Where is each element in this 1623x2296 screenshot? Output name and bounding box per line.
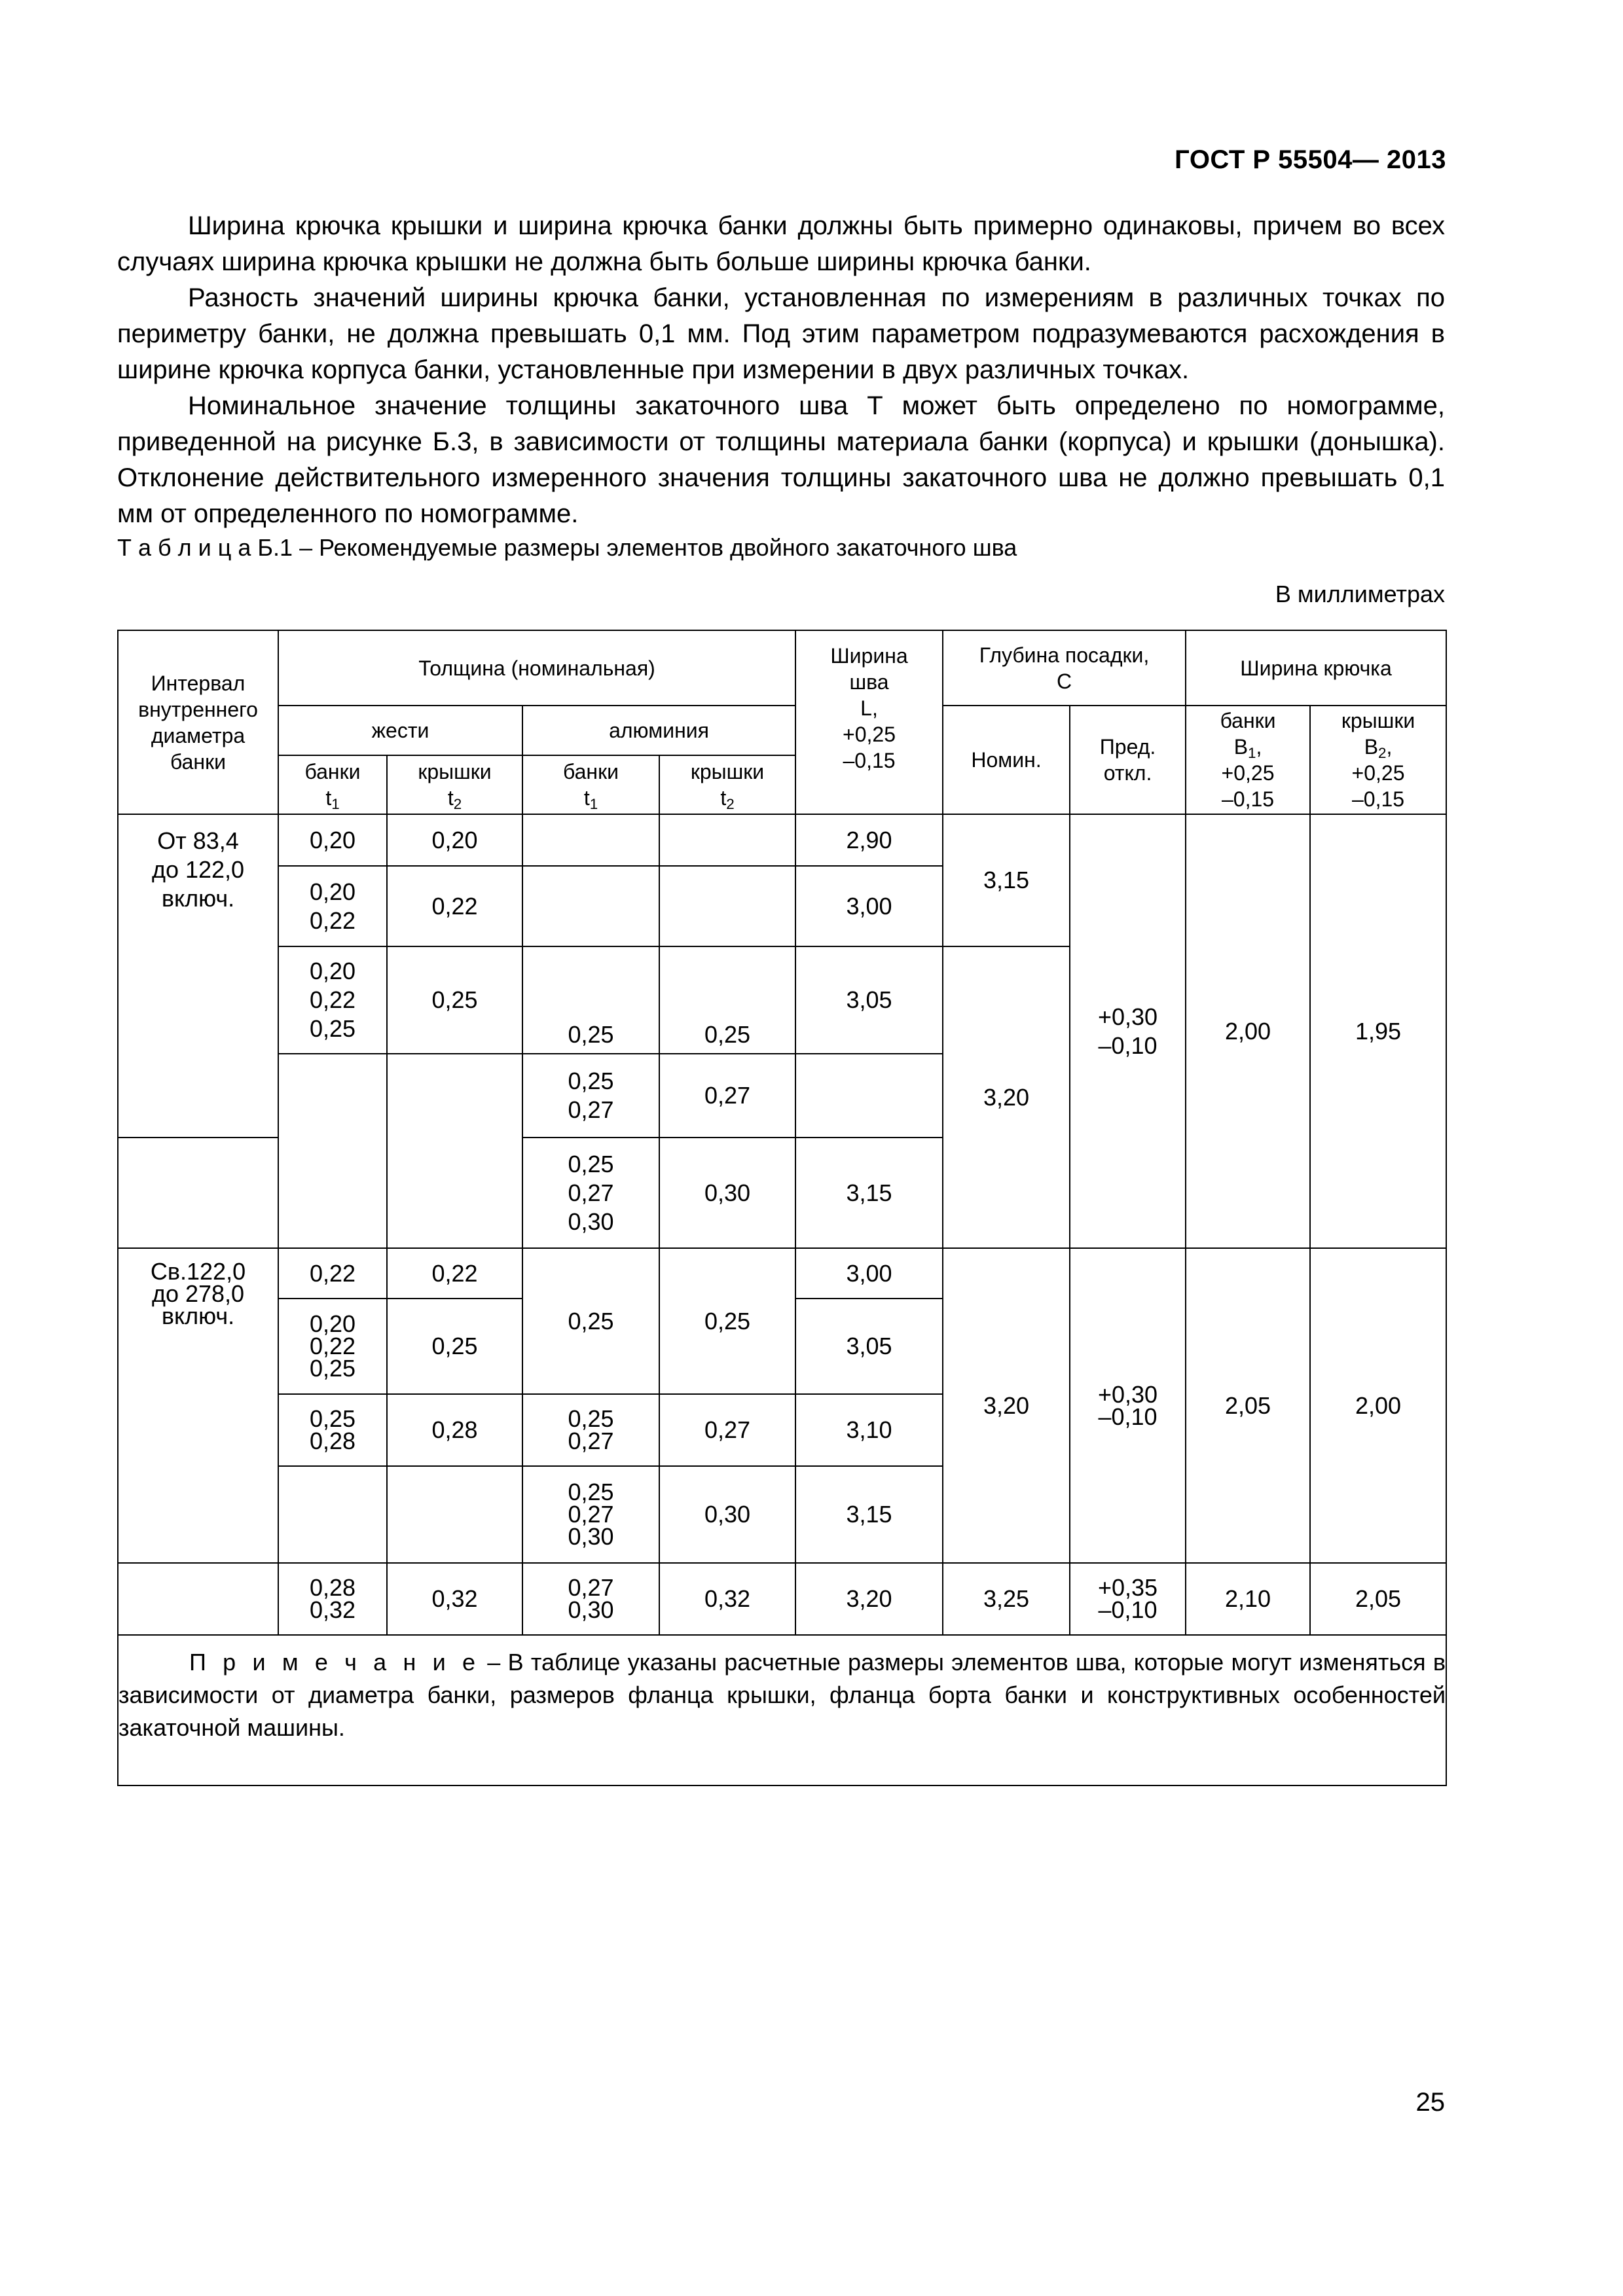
cell-line: 0,30 xyxy=(568,1208,614,1235)
symbol-letter: B xyxy=(1233,735,1249,759)
table-note-body: – В таблице указаны расчетные размеры элементов шва, которые могут изменяться в зависимости от диаметра банки, размеров фланца крышки, фланца борта банки и конструктивных особенностей закаточной машины. xyxy=(119,1649,1446,1741)
header-seam-width-line: L, xyxy=(860,696,878,720)
table-cell xyxy=(278,1299,387,1394)
cell-line: +0,35 xyxy=(1097,1574,1158,1601)
cell-line: 0,25 xyxy=(568,1405,614,1432)
table-cell: 3,15 xyxy=(795,1138,943,1248)
symbol-subscript: 1 xyxy=(1248,745,1256,761)
table-cell: 3,20 xyxy=(795,1563,943,1635)
table-cell: 0,22 xyxy=(387,1248,522,1299)
cell-line: 0,27 xyxy=(568,1179,614,1206)
cell-line: 0,32 xyxy=(309,1596,356,1623)
seam-dimensions-table xyxy=(117,630,1447,1786)
header-seam-width-line: шва xyxy=(849,670,889,694)
table-cell: 0,27 xyxy=(659,1054,795,1138)
table-note-label: П р и м е ч а н и е xyxy=(189,1649,481,1676)
header-hook-can-symbol: $B_1$, xyxy=(1233,735,1262,761)
table-cell xyxy=(278,946,387,1054)
cell-line: 0,30 xyxy=(568,1596,614,1623)
header-seam-width xyxy=(795,630,943,814)
table-cell: 0,25 xyxy=(387,1299,522,1394)
table-caption xyxy=(117,534,1017,562)
cell-line: 0,20 xyxy=(309,878,356,905)
table-cell: 3,15 xyxy=(795,1466,943,1563)
cell-line: 0,25 xyxy=(568,1150,614,1177)
table-cell xyxy=(387,1466,522,1563)
table-cell xyxy=(387,1054,522,1248)
header-hook-can xyxy=(1186,706,1310,814)
table-cell xyxy=(795,1054,943,1138)
table-cell: 2,90 xyxy=(795,814,943,866)
header-line: крышки xyxy=(418,759,492,783)
table-cell xyxy=(278,1054,387,1248)
table-cell: 0,20 xyxy=(278,814,387,866)
cell-line: –0,10 xyxy=(1098,1403,1158,1430)
table-cell: 3,05 xyxy=(795,1299,943,1394)
cell-line: 0,28 xyxy=(309,1427,356,1454)
header-seam-width-line: +0,25 xyxy=(843,723,896,746)
cell-line: 0,22 xyxy=(309,906,356,934)
table-cell: 0,25 xyxy=(522,946,659,1054)
paragraph: Ширина крючка крышки и ширина крючка банки должны быть примерно одинаковы, причем во всех случаях ширина крючка крышки не должна быть больше ширины крючка банки. xyxy=(117,211,1445,276)
cell-line: 0,22 xyxy=(309,1333,356,1359)
symbol-subscript: 2 xyxy=(453,795,462,812)
table-cell: 2,00 xyxy=(1186,814,1310,1248)
table-cell: 0,25 xyxy=(659,1248,795,1394)
table-cell xyxy=(278,1563,387,1635)
table-cell: 2,10 xyxy=(1186,1563,1310,1635)
header-line: банки xyxy=(563,759,619,783)
header-hook-can-line: банки xyxy=(1220,709,1276,732)
table-cell: 3,00 xyxy=(795,1248,943,1299)
table-cell: 0,25 xyxy=(659,946,795,1054)
symbol-letter: t xyxy=(583,785,590,810)
body-text xyxy=(117,208,1445,532)
table-cell xyxy=(522,866,659,946)
header-hook-lid-line: –0,15 xyxy=(1351,787,1405,811)
table-cell xyxy=(1070,1248,1186,1563)
table-cell xyxy=(118,1563,278,1635)
cell-line: 0,30 xyxy=(568,1523,614,1550)
interval-line: Св.122,0 xyxy=(150,1258,246,1285)
header-tin: жести xyxy=(278,706,522,755)
interval-line: до 122,0 xyxy=(151,856,245,883)
table-cell: 0,22 xyxy=(278,1248,387,1299)
symbol xyxy=(282,785,384,811)
table-cell: 3,20 xyxy=(943,946,1070,1248)
header-deviation-line: откл. xyxy=(1103,761,1152,785)
cell-line: 0,27 xyxy=(568,1574,614,1601)
header-depth-line: Глубина посадки, xyxy=(979,643,1150,667)
header-hook-lid-symbol: $B_2$, xyxy=(1364,735,1393,761)
interval-cell xyxy=(118,1248,278,1563)
cell-line: 0,25 xyxy=(309,1015,356,1042)
interval-line: включ. xyxy=(161,1302,235,1329)
interval-line: От 83,4 xyxy=(157,827,239,854)
header-deviation-line: Пред. xyxy=(1099,735,1156,759)
symbol-subscript: 2 xyxy=(1378,745,1387,761)
table-cell: 3,20 xyxy=(943,1248,1070,1563)
header-tin-can xyxy=(278,755,387,814)
table-cell: 0,25 xyxy=(522,1248,659,1394)
table-cell: 2,00 xyxy=(1310,1248,1446,1563)
table-cell: 0,20 xyxy=(387,814,522,866)
header-hook-lid-line: +0,25 xyxy=(1351,761,1405,785)
cell-line: 0,25 xyxy=(568,1067,614,1094)
cell-line: 0,25 xyxy=(431,986,478,1013)
table-cell xyxy=(522,814,659,866)
table-units: В миллиметрах xyxy=(1275,581,1445,607)
header-depth xyxy=(943,630,1186,706)
table-cell xyxy=(278,1466,387,1563)
table-cell: 0,30 xyxy=(659,1466,795,1563)
table-cell: 2,05 xyxy=(1186,1248,1310,1563)
symbol-subscript: 2 xyxy=(726,795,735,812)
symbol xyxy=(526,785,656,811)
header-interval: Интервал внутреннего диаметра банки xyxy=(118,630,278,814)
cell-line: 0,25 xyxy=(568,1479,614,1505)
table-caption-label: Т а б л и ц а Б.1 xyxy=(117,534,293,561)
table-cell: 3,10 xyxy=(795,1394,943,1466)
table-cell: 0,32 xyxy=(387,1563,522,1635)
cell-line: 0,25 xyxy=(309,1405,356,1432)
cell-line: –0,10 xyxy=(1098,1596,1158,1623)
symbol-letter: B xyxy=(1364,735,1379,759)
table-cell: 0,32 xyxy=(659,1563,795,1635)
header-hook-width: Ширина крючка xyxy=(1186,630,1446,706)
cell-line: +0,30 xyxy=(1097,1380,1158,1408)
table-cell xyxy=(278,866,387,946)
symbol-letter: t xyxy=(720,785,727,810)
header-seam-width-line: –0,15 xyxy=(843,749,896,772)
paragraph: Разность значений ширины крючка банки, установленная по измерениям в различных точках по периметру банки, не должна превышать 0,1 мм. Под этим параметром подразумеваются расхождения в ширине крючка корпуса банки, установленные при измерении в двух различных точках. xyxy=(117,283,1445,384)
symbol-subscript: 1 xyxy=(589,795,598,812)
table-cell: 1,95 xyxy=(1310,814,1446,1248)
header-hook-lid xyxy=(1310,706,1446,814)
symbol-letter: t xyxy=(325,785,332,810)
table-cell: 0,27 xyxy=(659,1394,795,1466)
table-cell: 3,25 xyxy=(943,1563,1070,1635)
symbol-letter: t xyxy=(447,785,454,810)
table-note-text xyxy=(119,1646,1446,1744)
table-cell xyxy=(118,1138,278,1248)
page-number: 25 xyxy=(1415,2088,1445,2117)
document-header: ГОСТ Р 55504— 2013 xyxy=(1175,145,1446,174)
table-cell: 0,30 xyxy=(659,1138,795,1248)
cell-line: +0,30 xyxy=(1097,1003,1158,1030)
symbol xyxy=(663,785,792,811)
interval-line: включ. xyxy=(161,885,235,912)
header-thickness: Толщина (номинальная) xyxy=(278,630,795,706)
table-cell: 3,05 xyxy=(795,946,943,1054)
header-hook-can-line: +0,25 xyxy=(1221,761,1275,785)
cell-line: 0,20 xyxy=(309,1310,356,1337)
table-cell xyxy=(278,1394,387,1466)
table-cell xyxy=(522,1138,659,1248)
cell-line: 0,27 xyxy=(568,1096,614,1123)
cell-line: 0,22 xyxy=(309,986,356,1013)
table-note xyxy=(118,1635,1446,1785)
table-cell xyxy=(659,814,795,866)
cell-line: 0,27 xyxy=(568,1427,614,1454)
table-cell xyxy=(522,1394,659,1466)
header-aluminum: алюминия xyxy=(522,706,795,755)
interval-line: до 278,0 xyxy=(151,1280,245,1307)
header-seam-width-line: Ширина xyxy=(830,644,908,668)
header-deviation xyxy=(1070,706,1186,814)
header-hook-lid-line: крышки xyxy=(1341,709,1415,732)
header-depth-line: C xyxy=(1056,669,1072,693)
interval-cell xyxy=(118,814,278,1138)
table-cell: 3,00 xyxy=(795,866,943,946)
table-cell xyxy=(522,1054,659,1138)
table-caption-text: – Рекомендуемые размеры элементов двойного закаточного шва xyxy=(293,534,1017,561)
header-line: банки xyxy=(304,759,361,783)
header-hook-can-line: –0,15 xyxy=(1221,787,1275,811)
cell-line: 0,28 xyxy=(309,1574,356,1601)
cell-line: 0,20 xyxy=(309,958,356,984)
table-cell xyxy=(1070,814,1186,1248)
header-line: крышки xyxy=(690,759,765,783)
header-tin-lid xyxy=(387,755,522,814)
header-nominal: Номин. xyxy=(943,706,1070,814)
table-cell: 0,28 xyxy=(387,1394,522,1466)
symbol-subscript: 1 xyxy=(331,795,340,812)
table-cell xyxy=(1070,1563,1186,1635)
table-cell xyxy=(522,1466,659,1563)
table-cell xyxy=(387,946,522,1054)
paragraph: Номинальное значение толщины закаточного шва Т может быть определено по номограмме, приведенной на рисунке Б.3, в зависимости от толщины материала банки (корпуса) и крышки (донышка). Отклонение действительного измеренного значения толщины закаточного шва не должно превышать 0,1 мм от определенного по номограмме. xyxy=(117,391,1445,528)
table-cell: 3,15 xyxy=(943,814,1070,946)
table-cell xyxy=(522,1563,659,1635)
table-cell: 0,22 xyxy=(387,866,522,946)
table-cell: 2,05 xyxy=(1310,1563,1446,1635)
symbol xyxy=(390,785,519,811)
cell-line: 0,25 xyxy=(309,1355,356,1382)
header-al-can xyxy=(522,755,659,814)
cell-line: –0,10 xyxy=(1098,1031,1158,1059)
cell-line: 0,27 xyxy=(568,1501,614,1528)
header-al-lid xyxy=(659,755,795,814)
table-cell xyxy=(659,866,795,946)
